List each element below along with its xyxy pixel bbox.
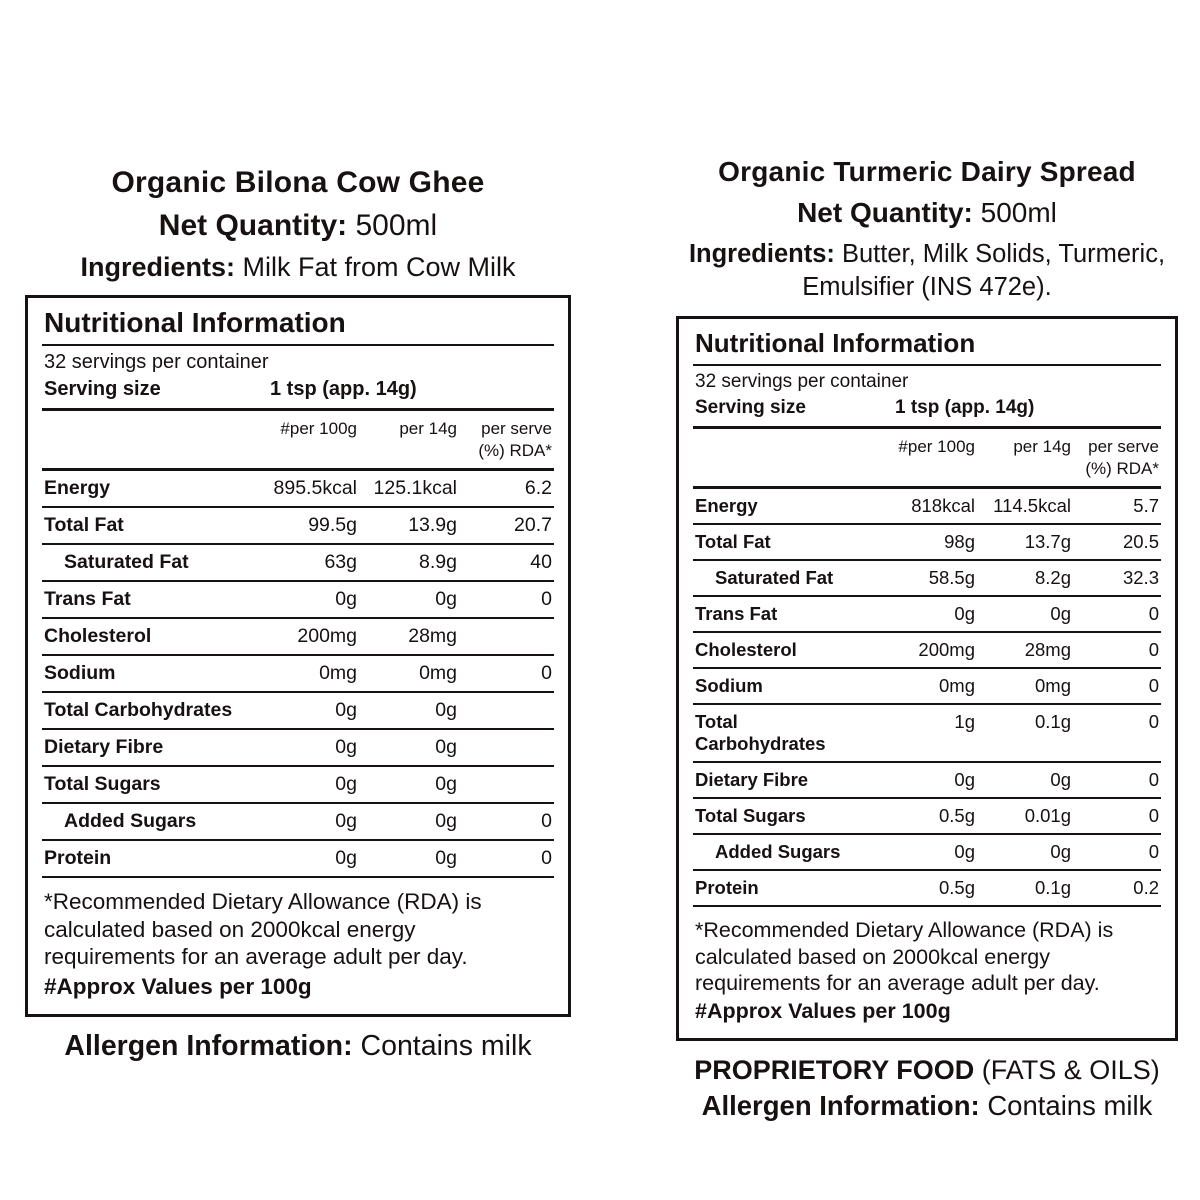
nutrient-row (693, 871, 1161, 907)
nutrient-name: Total Fat (695, 531, 771, 553)
value-rda-percent: 32.3 (1122, 567, 1159, 589)
value-rda-percent: 40 (530, 551, 552, 574)
nutrient-row (693, 763, 1161, 799)
value-per-14g: 125.1kcal (373, 477, 457, 500)
value-rda-percent: 6.2 (524, 477, 552, 500)
ingredients-label: Ingredients: (688, 240, 835, 268)
nutrient-name: Sodium (695, 675, 763, 697)
nutrient-row (693, 489, 1161, 525)
label-panel-turmeric-spread (676, 156, 1178, 1122)
value-rda-percent: 0 (541, 588, 552, 611)
value-per-14g: 8.2g (1034, 567, 1071, 589)
nutrient-row (693, 799, 1161, 835)
value-per-14g: 8.9g (419, 551, 457, 574)
value-per-14g: 0g (435, 736, 457, 759)
ingredients-value: Butter, Milk Solids, Turmeric, Emulsifier (INS 472e). (802, 240, 1166, 302)
nutrient-row (42, 767, 554, 804)
column-per-14g: per 14g (1013, 437, 1071, 457)
value-per-100g: 0mg (939, 675, 975, 697)
value-rda-percent: 0 (1148, 711, 1159, 733)
serving-size-row (693, 395, 1161, 429)
nutrient-row (693, 633, 1161, 669)
label-panel-cow-ghee (25, 166, 571, 1063)
value-per-100g: 0.5g (938, 877, 975, 899)
nutrition-facts-box (676, 316, 1178, 1041)
nutrient-name: Total Sugars (695, 805, 806, 827)
value-per-14g: 0g (1050, 603, 1071, 625)
value-per-100g: 63g (324, 551, 357, 574)
nutrient-row (42, 471, 554, 508)
value-per-100g: 200mg (918, 639, 975, 661)
net-quantity-line (25, 209, 571, 243)
rda-footnote: *Recommended Dietary Allowance (RDA) is calculated based on 2000kcal energy requirements for an average adult per day. (44, 889, 482, 970)
nutrient-row (42, 693, 554, 730)
nutrient-name: Trans Fat (695, 603, 778, 625)
nutrition-heading: Nutritional Information (693, 328, 1161, 366)
nutrition-heading: Nutritional Information (42, 307, 554, 346)
value-per-100g: 0g (954, 769, 975, 791)
nutrient-row (693, 669, 1161, 705)
value-per-14g: 0g (435, 773, 457, 796)
value-per-100g: 0g (335, 736, 357, 759)
net-quantity-value: 500ml (355, 209, 438, 242)
approx-values-footnote: #Approx Values per 100g (695, 999, 951, 1024)
nutrient-name: Saturated Fat (715, 567, 834, 589)
nutrient-name: Added Sugars (64, 810, 197, 833)
value-per-14g: 0g (435, 847, 457, 870)
value-per-100g: 99.5g (308, 514, 357, 537)
value-per-100g: 0g (335, 810, 357, 833)
allergen-line (676, 1090, 1178, 1122)
value-per-14g: 0.1g (1034, 711, 1071, 733)
product-title: Organic Bilona Cow Ghee (111, 166, 485, 199)
nutrient-name: Cholesterol (695, 639, 797, 661)
value-per-14g: 0g (435, 588, 457, 611)
nutrient-row (693, 561, 1161, 597)
allergen-value: Contains milk (987, 1090, 1153, 1122)
value-per-100g: 98g (944, 531, 975, 553)
value-per-100g: 200mg (297, 625, 357, 648)
nutrient-row (42, 582, 554, 619)
value-rda-percent: 0 (541, 810, 552, 833)
allergen-label: Allergen Information: (64, 1029, 353, 1062)
nutrient-name: Added Sugars (715, 841, 841, 863)
net-quantity-label: Net Quantity: (158, 209, 348, 242)
net-quantity-line (676, 197, 1178, 229)
nutrient-name: Energy (44, 477, 111, 500)
nutrient-name: Trans Fat (44, 588, 131, 611)
value-per-14g: 0g (1050, 841, 1071, 863)
allergen-line (25, 1030, 571, 1063)
product-header (676, 156, 1178, 304)
value-rda-percent: 0 (1148, 769, 1159, 791)
nutrient-row (693, 835, 1161, 871)
nutrient-name: Saturated Fat (64, 551, 189, 574)
nutrient-row (693, 705, 1161, 763)
net-quantity-value: 500ml (980, 197, 1057, 228)
nutrition-facts-box (25, 295, 571, 1017)
category-name: PROPRIETORY FOOD (694, 1055, 975, 1086)
ingredients-line (25, 252, 571, 283)
nutrient-name: Protein (44, 847, 112, 870)
value-per-100g: 58.5g (928, 567, 975, 589)
value-per-100g: 0g (335, 847, 357, 870)
serving-size-value: 1 tsp (app. 14g) (895, 397, 1035, 419)
value-per-14g: 0g (1050, 769, 1071, 791)
value-per-14g: 13.7g (1024, 531, 1071, 553)
value-per-100g: 895.5kcal (273, 477, 357, 500)
ingredients-label: Ingredients: (80, 252, 235, 282)
nutrient-name: Protein (695, 877, 759, 899)
value-per-100g: 0g (335, 588, 357, 611)
value-rda-percent: 0 (1148, 841, 1159, 863)
value-rda-percent: 5.7 (1133, 495, 1159, 517)
column-per-serve-rda: per serve (%) RDA* (478, 419, 552, 461)
value-per-100g: 0g (954, 841, 975, 863)
nutrient-row (42, 841, 554, 878)
value-per-100g: 0.5g (938, 805, 975, 827)
value-rda-percent: 0 (1148, 805, 1159, 827)
serving-size-row (42, 376, 554, 411)
nutrient-name: Dietary Fibre (695, 769, 809, 791)
value-per-14g: 13.9g (408, 514, 457, 537)
nutrient-name: Energy (695, 495, 758, 517)
product-header (25, 166, 571, 283)
value-per-14g: 0mg (419, 662, 457, 685)
value-rda-percent: 0 (1148, 603, 1159, 625)
value-per-100g: 818kcal (911, 495, 975, 517)
column-header-row (693, 429, 1161, 489)
value-rda-percent: 0.2 (1133, 877, 1159, 899)
value-per-14g: 0.01g (1024, 805, 1071, 827)
ingredients-line (676, 238, 1178, 304)
column-header-row (42, 411, 554, 471)
column-per-serve-rda: per serve (%) RDA* (1085, 437, 1159, 479)
value-per-100g: 0g (335, 773, 357, 796)
category-type: (FATS & OILS) (981, 1055, 1160, 1086)
nutrient-row (42, 730, 554, 767)
serving-size-value: 1 tsp (app. 14g) (270, 378, 417, 400)
nutrient-name: Sodium (44, 662, 116, 685)
nutrient-row (693, 597, 1161, 633)
value-rda-percent: 0 (1148, 639, 1159, 661)
serving-size-label: Serving size (695, 397, 806, 419)
servings-per-container: 32 servings per container (44, 351, 269, 373)
column-per-14g: per 14g (399, 419, 457, 438)
value-rda-percent: 20.5 (1122, 531, 1159, 553)
servings-per-container: 32 servings per container (695, 371, 909, 393)
nutrient-name: Total Sugars (44, 773, 161, 796)
value-rda-percent: 0 (541, 847, 552, 870)
value-per-14g: 28mg (408, 625, 457, 648)
value-per-14g: 0mg (1035, 675, 1071, 697)
column-per-100g: #per 100g (280, 419, 357, 438)
nutrient-name: Dietary Fibre (44, 736, 164, 759)
value-per-100g: 0g (954, 603, 975, 625)
nutrient-name: Total Carbohydrates (695, 711, 826, 755)
nutrient-rows (42, 471, 554, 878)
nutrient-row (693, 525, 1161, 561)
food-category-line (676, 1055, 1178, 1086)
value-rda-percent: 20.7 (514, 514, 552, 537)
value-per-14g: 0g (435, 699, 457, 722)
allergen-label: Allergen Information: (701, 1090, 980, 1122)
column-per-100g: #per 100g (898, 437, 975, 457)
value-per-14g: 0.1g (1034, 877, 1071, 899)
serving-size-label: Serving size (44, 378, 161, 400)
net-quantity-label: Net Quantity: (797, 197, 973, 228)
nutrient-name: Cholesterol (44, 625, 152, 648)
allergen-value: Contains milk (360, 1029, 532, 1062)
nutrient-row (42, 545, 554, 582)
value-per-14g: 114.5kcal (993, 495, 1071, 517)
ingredients-value: Milk Fat from Cow Milk (242, 252, 516, 282)
value-rda-percent: 0 (541, 662, 552, 685)
rda-footnote: *Recommended Dietary Allowance (RDA) is calculated based on 2000kcal energy requirements for an average adult per day. (695, 918, 1114, 995)
nutrient-row (42, 619, 554, 656)
value-per-14g: 0g (435, 810, 457, 833)
nutrient-row (42, 508, 554, 545)
approx-values-footnote: #Approx Values per 100g (44, 973, 312, 999)
nutrient-name: Total Carbohydrates (44, 699, 233, 722)
nutrient-name: Total Fat (44, 514, 124, 537)
nutrient-row (42, 804, 554, 841)
nutrient-row (42, 656, 554, 693)
value-per-14g: 28mg (1024, 639, 1071, 661)
product-title: Organic Turmeric Dairy Spread (718, 156, 1136, 187)
nutrient-rows (693, 489, 1161, 907)
value-rda-percent: 0 (1148, 675, 1159, 697)
value-per-100g: 1g (954, 711, 975, 733)
value-per-100g: 0mg (319, 662, 357, 685)
value-per-100g: 0g (335, 699, 357, 722)
